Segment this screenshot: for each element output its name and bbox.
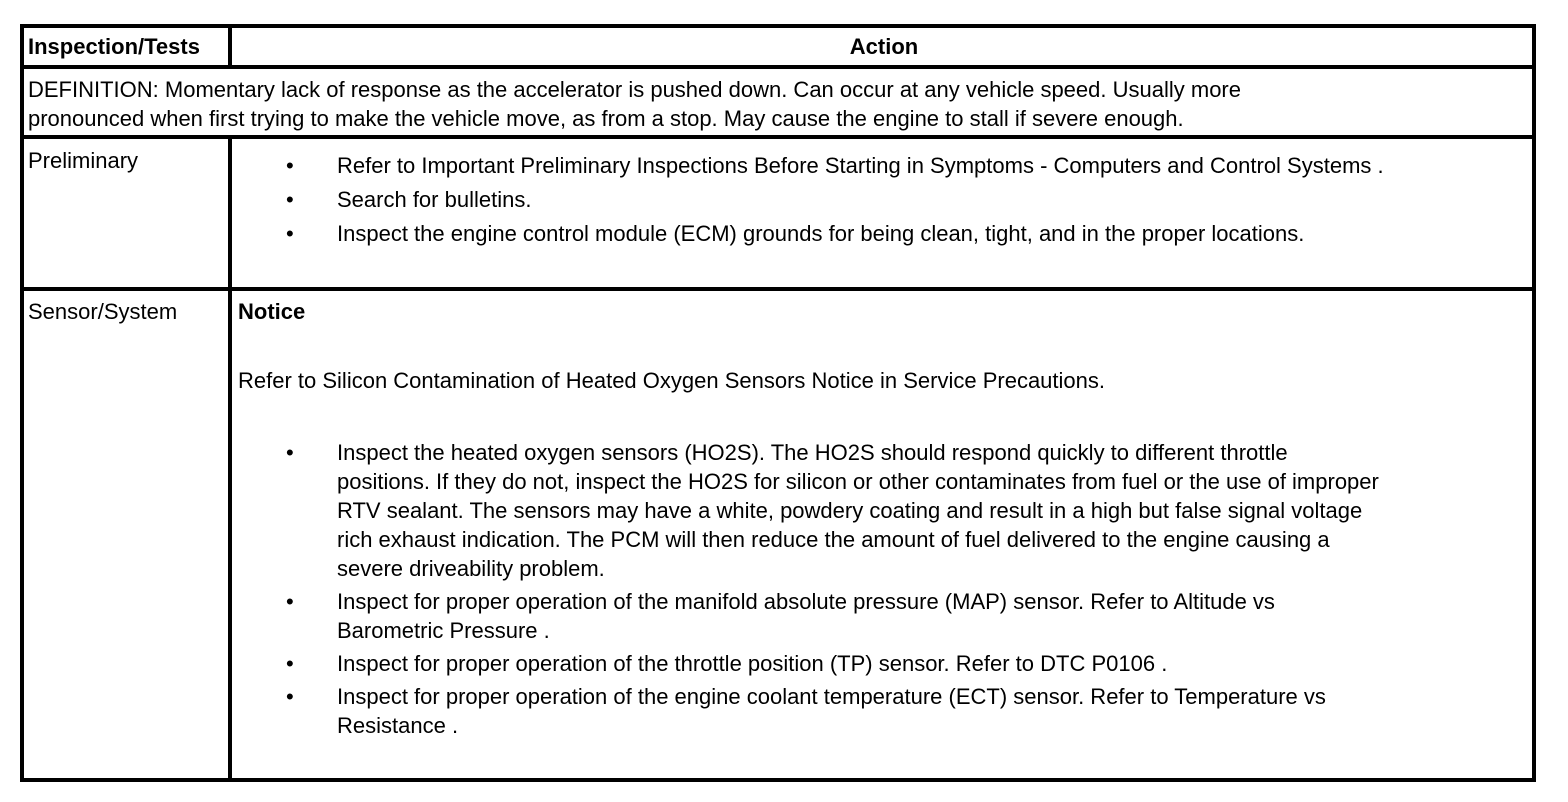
- definition-text-line-1: DEFINITION: Momentary lack of response as the accelerator is pushed down. Can occur at any vehicle speed. Usually more: [28, 77, 1241, 102]
- bullet-text-line: Barometric Pressure .: [337, 618, 550, 643]
- sensor-system-bullet-list: [232, 438, 1379, 740]
- row-label-sensor-system: Sensor/System: [28, 299, 178, 324]
- notice-title: Notice: [238, 299, 306, 324]
- bullet-icon: •: [286, 187, 294, 212]
- bullet-text-line: rich exhaust indication. The PCM will then reduce the amount of fuel delivered to the engine causing a: [337, 527, 1330, 552]
- bullet-text-line: positions. If they do not, inspect the HO2S for silicon or other contaminates from fuel or the use of improper: [337, 469, 1379, 494]
- preliminary-divider: [24, 287, 1532, 291]
- bullet-text-line: Inspect for proper operation of the manifold absolute pressure (MAP) sensor. Refer to Altitude vs: [337, 589, 1275, 614]
- bullet-text: Refer to Important Preliminary Inspections Before Starting in Symptoms - Computers and Control Systems .: [337, 153, 1384, 178]
- bullet-icon: •: [286, 153, 294, 178]
- list-item: [232, 682, 1379, 740]
- bullet-text-line: Resistance .: [337, 713, 459, 738]
- list-item: [232, 649, 1379, 678]
- notice-text: Refer to Silicon Contamination of Heated Oxygen Sensors Notice in Service Precautions.: [238, 368, 1105, 393]
- header-action: Action: [849, 34, 919, 59]
- inspection-table: [20, 24, 1536, 782]
- header-inspection-tests: Inspection/Tests: [28, 34, 200, 59]
- bullet-text-line: Inspect for proper operation of the engine coolant temperature (ECT) sensor. Refer to Temperature vs: [337, 684, 1326, 709]
- list-item: [232, 438, 1379, 583]
- bullet-text-line: Inspect the heated oxygen sensors (HO2S). The HO2S should respond quickly to different throttle: [337, 440, 1288, 465]
- bullet-icon: •: [286, 440, 294, 465]
- bullet-text: Search for bulletins.: [337, 187, 532, 212]
- definition-divider: [24, 135, 1532, 139]
- bullet-icon: •: [286, 684, 294, 709]
- row-label-preliminary: Preliminary: [28, 148, 139, 173]
- list-item: [232, 219, 1384, 253]
- list-item: [232, 587, 1379, 645]
- list-item: [232, 151, 1384, 185]
- bullet-icon: •: [286, 589, 294, 614]
- preliminary-bullet-list: [232, 151, 1384, 253]
- list-item: [232, 185, 1384, 219]
- bullet-text-line: severe driveability problem.: [337, 556, 605, 581]
- bullet-icon: •: [286, 651, 294, 676]
- bullet-icon: •: [286, 221, 294, 246]
- bullet-text: Inspect the engine control module (ECM) grounds for being clean, tight, and in the proper locations.: [337, 221, 1305, 246]
- definition-text-line-2: pronounced when first trying to make the vehicle move, as from a stop. May cause the engine to stall if severe enough.: [28, 106, 1184, 131]
- bullet-text-line: Inspect for proper operation of the throttle position (TP) sensor. Refer to DTC P0106 .: [337, 651, 1168, 676]
- bullet-text-line: RTV sealant. The sensors may have a white, powdery coating and result in a high but false signal voltage: [337, 498, 1363, 523]
- header-divider: [24, 65, 1532, 69]
